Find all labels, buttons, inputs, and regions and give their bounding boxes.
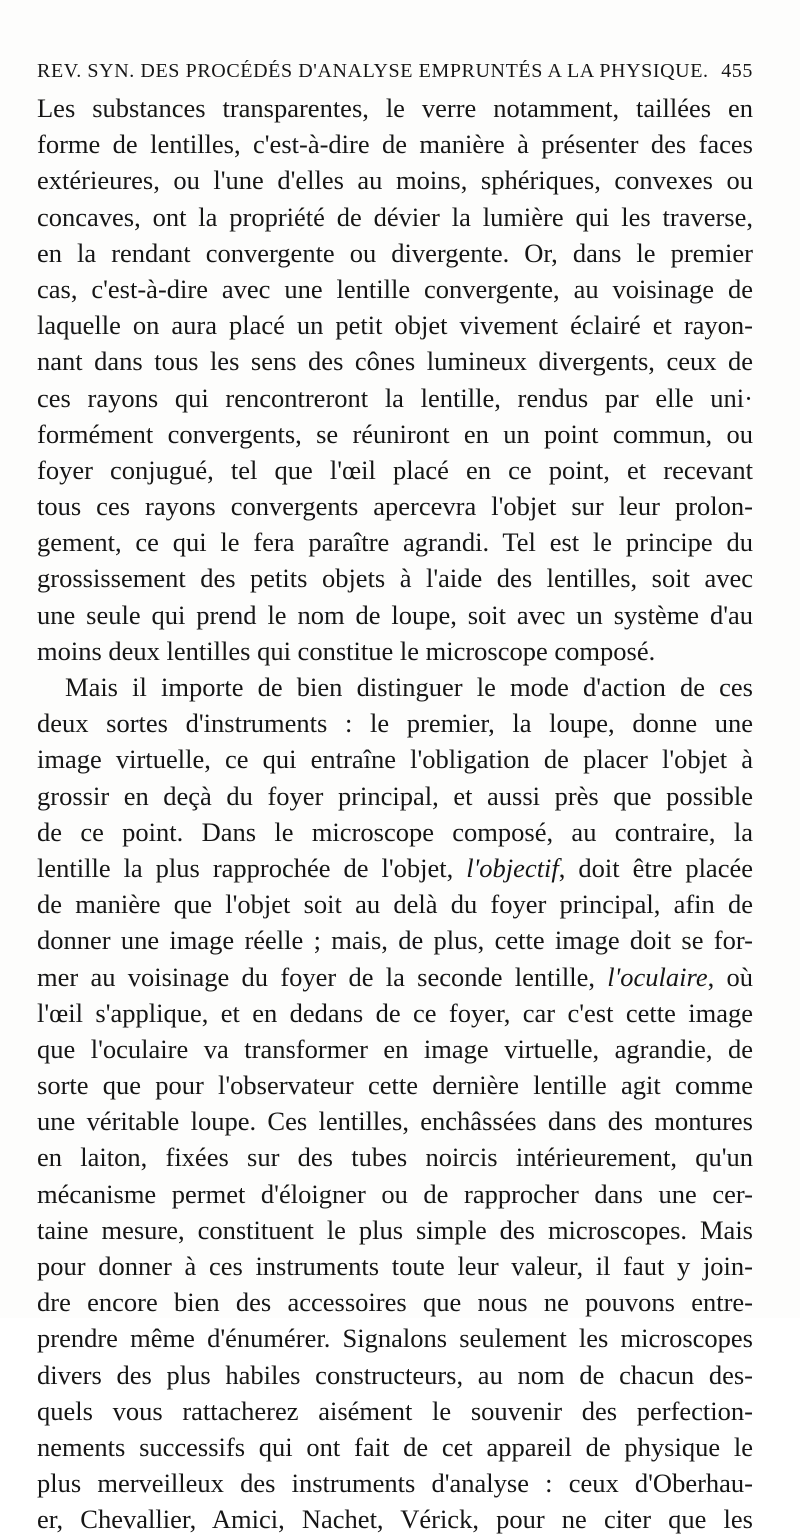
text-line: nements successifs qui ont fait de cet appareil de physique le <box>37 1431 753 1462</box>
text-line: gement, ce qui le fera paraître agrandi. Tel est le principe du <box>37 527 753 558</box>
text-line: de ce point. Dans le microscope composé, au contraire, la <box>37 816 753 847</box>
running-header-title: REV. SYN. DES PROCÉDÉS D'ANALYSE EMPRUNTÉS A LA PHYSIQUE. <box>37 60 709 82</box>
text-line <box>37 850 753 886</box>
italic-term: l'oculaire <box>607 961 708 992</box>
text-line: prendre même d'énumérer. Signalons seulement les microscopes <box>37 1323 753 1354</box>
text-line: taine mesure, constituent le plus simple des microscopes. Mais <box>37 1214 753 1245</box>
text-line: forme de lentilles, c'est-à-dire de manière à présenter des faces <box>37 129 753 160</box>
text-line <box>37 959 753 995</box>
text-run: , doit être placée <box>558 852 753 883</box>
running-header <box>37 60 753 88</box>
text-line: moins deux lentilles qui constitue le microscope composé. <box>37 635 656 666</box>
text-line: l'œil s'applique, et en dedans de ce foyer, car c'est cette image <box>37 997 753 1028</box>
text-run: lentille la plus rapprochée de l'objet, <box>37 852 467 883</box>
page-number: 455 <box>721 60 753 82</box>
text-line: Mais il importe de bien distinguer le mode d'action de ces <box>65 672 753 702</box>
text-line: deux sortes d'instruments : le premier, la loupe, donne une <box>37 708 753 739</box>
text-line: de manière que l'objet soit au delà du foyer principal, afin de <box>37 889 753 920</box>
italic-term: l'objectif <box>466 852 559 883</box>
text-run: mer au voisinage du foyer de la seconde lentille, <box>37 961 608 992</box>
text-line: laquelle on aura placé un petit objet vivement éclairé et rayon- <box>37 310 753 341</box>
text-line: grossir en deçà du foyer principal, et aussi près que possible <box>37 780 753 811</box>
text-line: grossissement des petits objets à l'aide des lentilles, soit avec <box>37 563 753 594</box>
text-line: nant dans tous les sens des cônes lumineux divergents, ceux de <box>37 346 753 377</box>
text-line: cas, c'est-à-dire avec une lentille convergente, au voisinage de <box>37 273 753 304</box>
text-line: Les substances transparentes, le verre notamment, taillées en <box>37 93 753 123</box>
text-line: formément convergents, se réuniront en un point commun, ou <box>37 418 753 449</box>
text-line: plus merveilleux des instruments d'analyse : ceux d'Oberhau- <box>37 1468 753 1499</box>
text-line: donner une image réelle ; mais, de plus, cette image doit se for- <box>37 925 753 956</box>
text-line: foyer conjugué, tel que l'œil placé en ce point, et recevant <box>37 454 753 485</box>
text-line: en laiton, fixées sur des tubes noircis intérieurement, qu'un <box>37 1142 753 1173</box>
text-line: dre encore bien des accessoires que nous ne pouvons entre- <box>37 1287 753 1318</box>
text-line: mécanisme permet d'éloigner ou de rapprocher dans une cer- <box>37 1178 753 1209</box>
text-line: tous ces rayons convergents apercevra l'objet sur leur prolon- <box>37 491 753 522</box>
body-text <box>37 90 753 1538</box>
text-run: , où <box>707 961 753 992</box>
text-line: concaves, ont la propriété de dévier la lumière qui les traverse, <box>37 201 753 232</box>
text-line: pour donner à ces instruments toute leur valeur, il faut y join- <box>37 1251 753 1281</box>
text-line: en la rendant convergente ou divergente. Or, dans le premier <box>37 237 753 268</box>
text-line: une seule qui prend le nom de loupe, soit avec un système d'au <box>37 599 753 630</box>
text-line: que l'oculaire va transformer en image virtuelle, agrandie, de <box>37 1033 753 1064</box>
text-line: divers des plus habiles constructeurs, au nom de chacun des- <box>37 1359 753 1390</box>
text-line: une véritable loupe. Ces lentilles, enchâssées dans des montures <box>37 1106 753 1137</box>
text-line: image virtuelle, ce qui entraîne l'obligation de placer l'objet à <box>37 744 753 775</box>
text-line: quels vous rattacherez aisément le souvenir des perfection- <box>37 1395 753 1426</box>
text-line: er, Chevallier, Amici, Nachet, Vérick, pour ne citer que les <box>37 1504 753 1535</box>
text-line: ces rayons qui rencontreront la lentille, rendus par elle uni· <box>37 382 753 413</box>
text-line: extérieures, ou l'une d'elles au moins, sphériques, convexes ou <box>37 165 753 196</box>
text-line: sorte que pour l'observateur cette dernière lentille agit comme <box>37 1070 753 1101</box>
